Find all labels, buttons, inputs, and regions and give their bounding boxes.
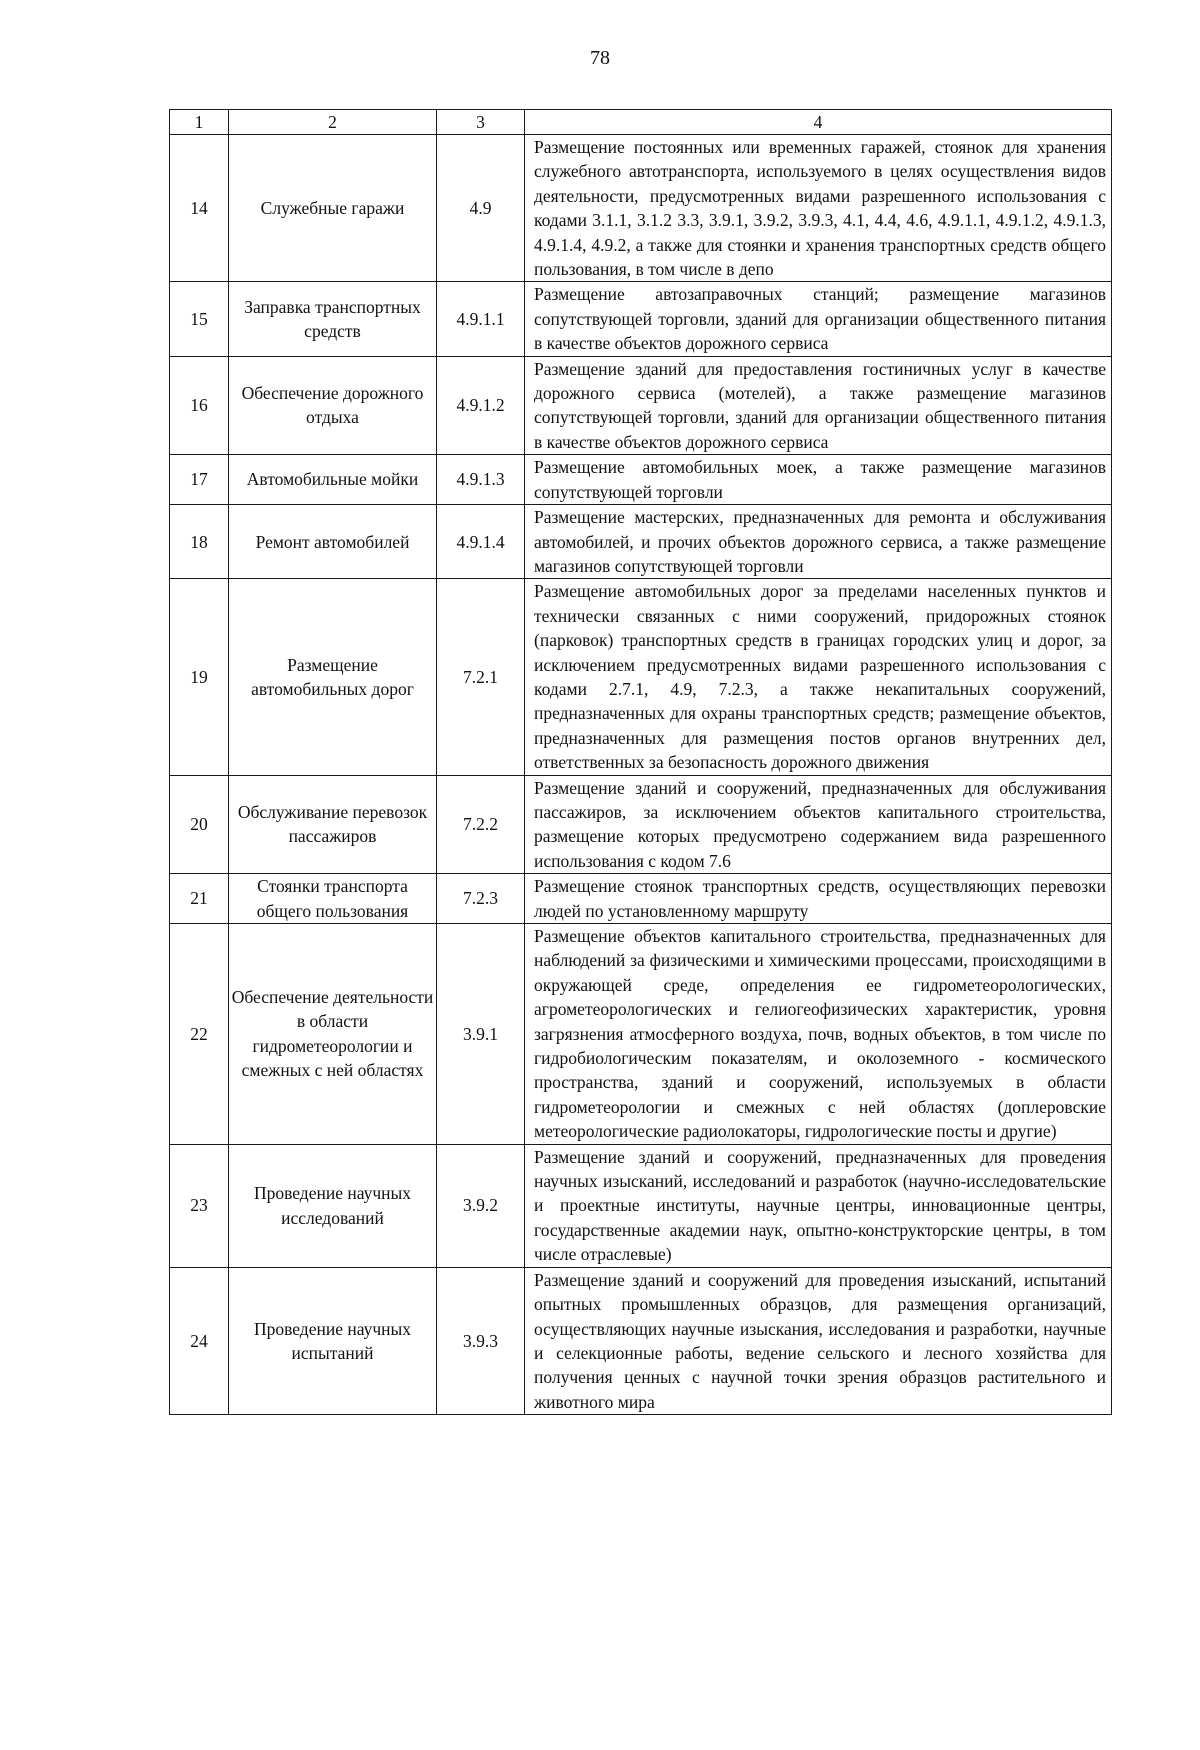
land-use-name: Стоянки транспорта общего пользования	[229, 874, 437, 924]
table-row	[170, 135, 1112, 282]
table-row	[170, 874, 1112, 924]
row-number: 22	[170, 924, 229, 1145]
land-use-table	[169, 109, 1112, 1415]
page-number: 78	[590, 47, 610, 69]
header-col-1: 1	[170, 110, 229, 135]
land-use-name: Служебные гаражи	[229, 135, 437, 282]
land-use-description: Размещение автомобильных дорог за пределами населенных пунктов и технически связанных с ними сооружений, придорожных стоянок (парковок) транспортных средств в границах городских улиц и дорог, за исключением предусмотренных видами разрешенного использования с кодами 2.7.1, 4.9, 7.2.3, а также некапитальных сооружений, предназначенных для охраны транспортных средств; размещение объектов, предназначенных для размещения постов органов внутренних дел, ответственных за безопасность дорожного движения	[525, 579, 1112, 775]
table-row	[170, 455, 1112, 505]
table-row	[170, 579, 1112, 775]
land-use-code: 4.9.1.1	[437, 282, 525, 356]
row-number: 20	[170, 775, 229, 874]
land-use-code: 7.2.3	[437, 874, 525, 924]
land-use-name: Ремонт автомобилей	[229, 505, 437, 579]
land-use-code: 7.2.2	[437, 775, 525, 874]
land-use-name: Обеспечение дорожного отдыха	[229, 356, 437, 455]
header-col-3: 3	[437, 110, 525, 135]
land-use-code: 7.2.1	[437, 579, 525, 775]
land-use-name: Проведение научных исследований	[229, 1144, 437, 1267]
land-use-code: 4.9.1.2	[437, 356, 525, 455]
table-header-row	[170, 110, 1112, 135]
land-use-description: Размещение объектов капитального строительства, предназначенных для наблюдений за физическими и химическими процессами, происходящими в окружающей среде, определения ее гидрометеорологических, агрометеорологических и гелиогеофизических характеристик, уровня загрязнения атмосферного воздуха, почв, водных объектов, в том числе по гидробиологическим показателям, и околоземного - космического пространства, зданий и сооружений, используемых в области гидрометеорологии и смежных с ней областях (доплеровские метеорологические радиолокаторы, гидрологические посты и другие)	[525, 924, 1112, 1145]
land-use-description: Размещение зданий для предоставления гостиничных услуг в качестве дорожного сервиса (мотелей), а также размещение магазинов сопутствующей торговли, зданий для организации общественного питания в качестве объектов дорожного сервиса	[525, 356, 1112, 455]
header-col-2: 2	[229, 110, 437, 135]
table-row	[170, 1267, 1112, 1414]
row-number: 18	[170, 505, 229, 579]
land-use-description: Размещение зданий и сооружений, предназначенных для обслуживания пассажиров, за исключением объектов капитального строительства, размещение которых предусмотрено содержанием вида разрешенного использования с кодом 7.6	[525, 775, 1112, 874]
row-number: 14	[170, 135, 229, 282]
header-col-4: 4	[525, 110, 1112, 135]
land-use-description: Размещение зданий и сооружений, предназначенных для проведения научных изысканий, исследований и разработок (научно-исследовательские и проектные институты, научные центры, инновационные центры, государственные академии наук, опытно-конструкторские центры, в том числе отраслевые)	[525, 1144, 1112, 1267]
land-use-code: 4.9.1.4	[437, 505, 525, 579]
land-use-description: Размещение постоянных или временных гаражей, стоянок для хранения служебного автотранспорта, используемого в целях осуществления видов деятельности, предусмотренных видами разрешенного использования с кодами 3.1.1, 3.1.2 3.3, 3.9.1, 3.9.2, 3.9.3, 4.1, 4.4, 4.6, 4.9.1.1, 4.9.1.2, 4.9.1.3, 4.9.1.4, 4.9.2, а также для стоянки и хранения транспортных средств общего пользования, в том числе в депо	[525, 135, 1112, 282]
land-use-code: 3.9.1	[437, 924, 525, 1145]
table-row	[170, 505, 1112, 579]
land-use-name: Заправка транспортных средств	[229, 282, 437, 356]
row-number: 15	[170, 282, 229, 356]
land-use-name: Размещение автомобильных дорог	[229, 579, 437, 775]
land-use-name: Проведение научных испытаний	[229, 1267, 437, 1414]
row-number: 16	[170, 356, 229, 455]
table-row	[170, 775, 1112, 874]
land-use-code: 4.9.1.3	[437, 455, 525, 505]
land-use-description: Размещение мастерских, предназначенных для ремонта и обслуживания автомобилей, и прочих объектов дорожного сервиса, а также размещение магазинов сопутствующей торговли	[525, 505, 1112, 579]
land-use-code: 3.9.2	[437, 1144, 525, 1267]
land-use-name: Автомобильные мойки	[229, 455, 437, 505]
row-number: 24	[170, 1267, 229, 1414]
land-use-description: Размещение стоянок транспортных средств, осуществляющих перевозки людей по установленному маршруту	[525, 874, 1112, 924]
row-number: 23	[170, 1144, 229, 1267]
land-use-name: Обеспечение деятельности в области гидрометеорологии и смежных с ней областях	[229, 924, 437, 1145]
row-number: 19	[170, 579, 229, 775]
land-use-description: Размещение автозаправочных станций; размещение магазинов сопутствующей торговли, зданий для организации общественного питания в качестве объектов дорожного сервиса	[525, 282, 1112, 356]
table-row	[170, 1144, 1112, 1267]
land-use-code: 4.9	[437, 135, 525, 282]
table-row	[170, 282, 1112, 356]
row-number: 17	[170, 455, 229, 505]
land-use-description: Размещение автомобильных моек, а также размещение магазинов сопутствующей торговли	[525, 455, 1112, 505]
table-row	[170, 356, 1112, 455]
land-use-description: Размещение зданий и сооружений для проведения изысканий, испытаний опытных промышленных образцов, для размещения организаций, осуществляющих научные изыскания, исследования и разработки, научные и селекционные работы, ведение сельского и лесного хозяйства для получения ценных с научной точки зрения образцов растительного и животного мира	[525, 1267, 1112, 1414]
row-number: 21	[170, 874, 229, 924]
land-use-code: 3.9.3	[437, 1267, 525, 1414]
land-use-name: Обслуживание перевозок пассажиров	[229, 775, 437, 874]
table-row	[170, 924, 1112, 1145]
